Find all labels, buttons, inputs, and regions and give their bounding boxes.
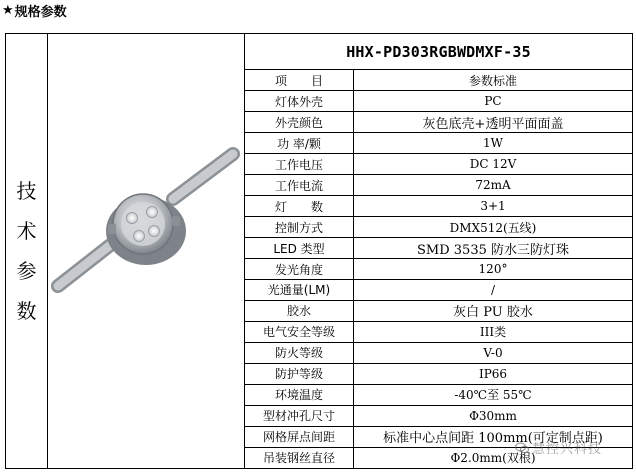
side-label-char: 数 — [16, 299, 37, 323]
spec-label: 光通量(LM) — [245, 280, 354, 301]
spec-value: III类 — [354, 321, 633, 342]
watermark — [515, 438, 602, 457]
spec-value: 灰白 PU 胶水 — [354, 300, 633, 321]
side-label-char: 技 — [16, 179, 37, 203]
spec-label: 灯 数 — [245, 196, 354, 217]
spec-value: V-0 — [354, 342, 633, 363]
spec-value: Φ30mm — [354, 405, 633, 426]
section-header — [2, 1, 67, 19]
spec-label: 工作电流 — [245, 175, 354, 196]
spec-label: 项 目 — [245, 70, 354, 91]
spec-table — [5, 33, 633, 469]
spec-label: LED 类型 — [245, 238, 354, 259]
spec-label: 防护等级 — [245, 363, 354, 384]
spec-label: 型材冲孔尺寸 — [245, 405, 354, 426]
spec-value: PC — [354, 91, 633, 112]
side-label — [6, 34, 48, 469]
wechat-icon — [515, 442, 529, 454]
spec-value: IP66 — [354, 363, 633, 384]
spec-label: 控制方式 — [245, 217, 354, 238]
spec-label: 电气安全等级 — [245, 321, 354, 342]
led-chip — [149, 226, 160, 237]
section-title: 规格参数 — [14, 4, 67, 20]
spec-label: 外壳颜色 — [245, 112, 354, 133]
spec-value: 参数标准 — [354, 70, 633, 91]
spec-label: 胶水 — [245, 300, 354, 321]
spec-value: 标准中心点间距 100mm(可定制点距) — [354, 426, 633, 447]
spec-value: SMD 3535 防水三防灯珠 — [354, 238, 633, 259]
spec-label: 环境温度 — [245, 384, 354, 405]
spec-label: 灯体外壳 — [245, 91, 354, 112]
spec-label: 功 率/颗 — [245, 133, 354, 154]
spec-value: DMX512(五线) — [354, 217, 633, 238]
led-pixel-light-illustration — [48, 34, 245, 464]
watermark-text: 慧控兴科技 — [532, 442, 603, 457]
spec-label: 发光角度 — [245, 259, 354, 280]
spec-label: 吊装钢丝直径 — [245, 447, 354, 468]
product-model: HHX-PD303RGBWDMXF-35 — [245, 34, 633, 70]
spec-label: 防火等级 — [245, 342, 354, 363]
spec-value: Φ2.0mm(双根) — [354, 447, 633, 468]
spec-label: 工作电压 — [245, 154, 354, 175]
led-chip — [147, 207, 158, 218]
side-label-char: 术 — [16, 219, 37, 243]
spec-value: 1W — [354, 133, 633, 154]
side-label-char: 参 — [16, 259, 37, 283]
spec-value: 3+1 — [354, 196, 633, 217]
cable-left — [58, 239, 118, 286]
spec-value: DC 12V — [354, 154, 633, 175]
star-icon: ★ — [2, 2, 14, 18]
model-row — [6, 34, 633, 70]
cable-right — [173, 154, 233, 199]
spec-value: 灰色底壳+透明平面面盖 — [354, 112, 633, 133]
spec-label: 网格屏点间距 — [245, 426, 354, 447]
spec-value: 72mA — [354, 175, 633, 196]
spec-value: / — [354, 280, 633, 301]
spec-value: 120° — [354, 259, 633, 280]
spec-value: -40℃至 55℃ — [354, 384, 633, 405]
led-chip — [127, 213, 138, 224]
product-image — [48, 34, 245, 469]
led-chip — [134, 231, 145, 242]
